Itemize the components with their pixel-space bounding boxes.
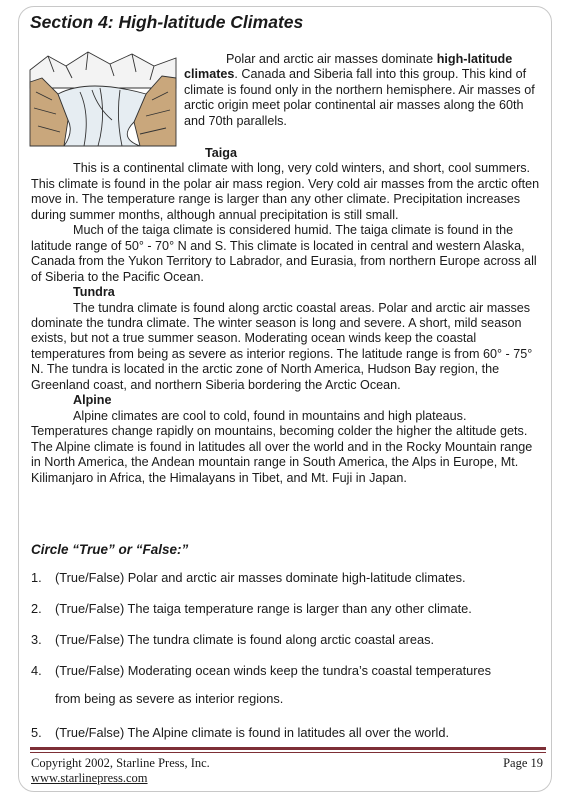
- section-title: Section 4: High-latitude Climates: [30, 12, 304, 32]
- footer-rule-thin: [30, 752, 546, 753]
- intro-text-2: . Canada and Siberia fall into this group. This kind of climate is found only in the northern hemisphere. Air masses of arctic origin meet polar continental air masses along the 60th and 70th parallels.: [184, 67, 535, 128]
- copyright-text: Copyright 2002, Starline Press, Inc.: [31, 756, 210, 770]
- question-text[interactable]: (True/False) The Alpine climate is found in latitudes all over the world.: [55, 725, 450, 740]
- questions-title: Circle “True” or “False:”: [31, 542, 189, 557]
- taiga-paragraph-1: This is a continental climate with long, very cold winters, and short, cool summers. This climate is found in the polar air mass region. Very cold air masses from the arctic often move in. The temperature range is larger than any other climate. Precipitation increases during summer months, although annual precipitation is still small.: [31, 161, 540, 222]
- question-number: 2.: [31, 601, 42, 616]
- publisher-link[interactable]: www.starlinepress.com: [31, 771, 148, 785]
- question-text[interactable]: (True/False) The tundra climate is found along arctic coastal areas.: [55, 632, 435, 647]
- question-text[interactable]: (True/False) Moderating ocean winds keep the tundra’s coastal temperatures: [55, 663, 492, 678]
- heading-taiga: Taiga: [205, 146, 237, 160]
- taiga-paragraph-2: Much of the taiga climate is considered humid. The taiga climate is found in the latitude range of 50° - 70° N and S. This climate is located in central and western Alaska, Canada from the Yukon Territory to Labrador, and Eurasia, from northern Europe across all of Siberia to the Pacific Ocean.: [31, 223, 537, 284]
- heading-tundra: Tundra: [73, 285, 115, 300]
- heading-alpine: Alpine: [73, 393, 112, 408]
- question-text[interactable]: (True/False) The taiga temperature range is larger than any other climate.: [55, 601, 472, 616]
- question-number: 3.: [31, 632, 42, 647]
- question-3: [31, 632, 434, 647]
- question-number: 4.: [31, 663, 42, 678]
- tundra-paragraph: The tundra climate is found along arctic coastal areas. Polar and arctic air masses dominate the tundra climate. The winter season is long and severe. A short, mild season exists, but not a true summer season. Moderating ocean winds keep the coastal temperatures from being as severe as interior regions. The latitude range is from 60° - 75° N. The tundra is located in the arctic zone of North America, Hudson Bay region, the Greenland coast, and northern Siberia bordering the Arctic Ocean.: [31, 300, 533, 392]
- intro-text-1: Polar and arctic air masses dominate: [226, 52, 437, 66]
- question-4: [31, 663, 492, 706]
- question-1: [31, 570, 466, 585]
- body-text: [31, 52, 543, 486]
- page-number: Page 19: [503, 756, 543, 770]
- question-text[interactable]: (True/False) Polar and arctic air masses dominate high-latitude climates.: [55, 570, 466, 585]
- question-2: [31, 601, 472, 616]
- intro-bold-term: high-latitude climates: [184, 52, 513, 82]
- alpine-paragraph: Alpine climates are cool to cold, found in mountains and high plateaus. Temperatures change rapidly on mountains, becoming colder the higher the altitude gets. The Alpine climate is found in latitudes all over the world and in the Rocky Mountain range in North America, the Andean mountain range in South America, the Alps in Europe, Mt. Kilimanjaro in Africa, the Himalayans in Tibet, and Mt. Fuji in Japan.: [31, 408, 533, 485]
- question-text-continued: from being as severe as interior regions.: [55, 691, 284, 706]
- footer-rule-thick: [30, 747, 546, 750]
- question-number: 1.: [31, 570, 42, 585]
- question-5: [31, 725, 449, 740]
- question-number: 5.: [31, 725, 42, 740]
- footer-left: [31, 756, 210, 786]
- illustration-spacer: [31, 52, 184, 146]
